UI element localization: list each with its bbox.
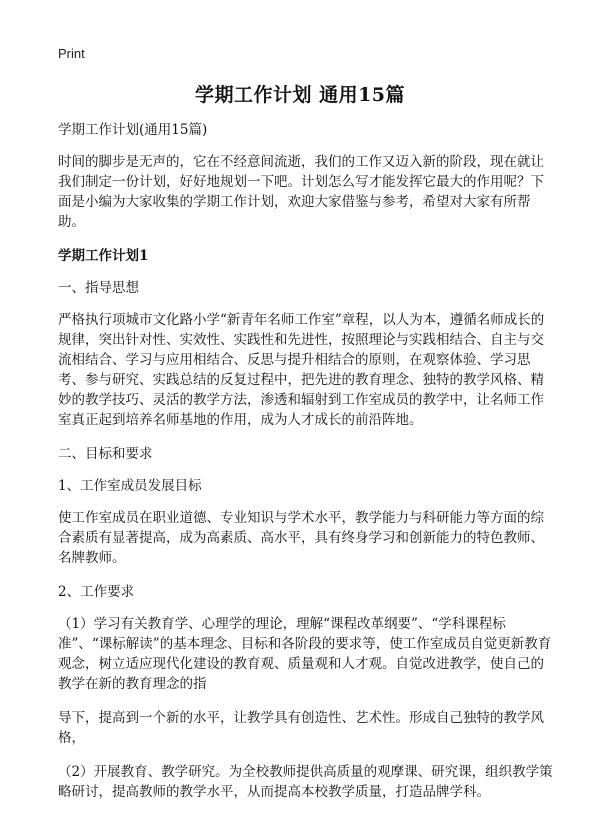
section-paragraph-guiding-ideology: 严格执行项城市文化路小学“新青年名师工作室”章程，以人为本，遵循名师成长的规律，突出针对性、实效性、实践性和先进性，按照理论与实践相结合、自主与交流相结合、学习与应用相结合、反思与提升相结合的原则，在观察体验、学习思考、参与研究、实践总结的反复过程中，把先进的教育理念、独特的教学风格、精妙的教学技巧、灵活的教学方法，渗透和辐射到工作室成员的教学中，让名师工作室真正起到培养名师基地的作用，成为人才成长的前沿阵地。 <box>58 312 545 428</box>
subsection-heading-work-requirements: 2、工作要求 <box>58 584 135 600</box>
requirement-paragraph-1-continued: 导下，提高到一个新的水平，让教学具有创造性、艺术性。形成自己独特的教学风格， <box>58 710 544 746</box>
document-subtitle: 学期工作计划(通用15篇) <box>58 122 208 138</box>
intro-paragraph: 时间的脚步是无声的，它在不经意间流逝，我们的工作又迈入新的阶段，现在就让我们制定一份计划，好好地规划一下吧。计划怎么写才能发挥它最大的作用呢？下面是小编为大家收集的学期工作计划，欢迎大家借鉴与参考，希望对大家有所帮助。 <box>58 154 544 230</box>
page-title: 学期工作计划 通用15篇 <box>194 84 406 106</box>
requirement-paragraph-1: （1）学习有关教育学、心理学的理论，理解“课程改革纲要”、“学科课程标准”、“课标解读”的基本理念、目标和各阶段的要求等，使工作室成员自觉更新教育观念，树立适应现代化建设的教育观、质量观和人才观。自觉改进教学，使自己的教学在新的教育理念的指 <box>58 616 552 692</box>
document-body <box>58 120 556 816</box>
section-heading-guiding-ideology: 一、指导思想 <box>58 280 139 296</box>
print-link[interactable]: Print <box>58 46 85 61</box>
plan-heading: 学期工作计划1 <box>58 248 149 264</box>
subsection-heading-member-goals: 1、工作室成员发展目标 <box>58 478 202 494</box>
subsection-paragraph-member-goals: 使工作室成员在职业道德、专业知识与学术水平，教学能力与科研能力等方面的综合素质有显著提高，成为高素质、高水平，具有终身学习和创新能力的特色教师、名牌教师。 <box>58 510 544 566</box>
requirement-paragraph-2: （2）开展教育、教学研究。为全校教师提供高质量的观摩课、研究课，组织教学策略研讨，提高教师的教学水平，从而提高本校教学质量，打造品牌学科。 <box>58 764 553 800</box>
section-heading-goals: 二、目标和要求 <box>58 446 153 462</box>
